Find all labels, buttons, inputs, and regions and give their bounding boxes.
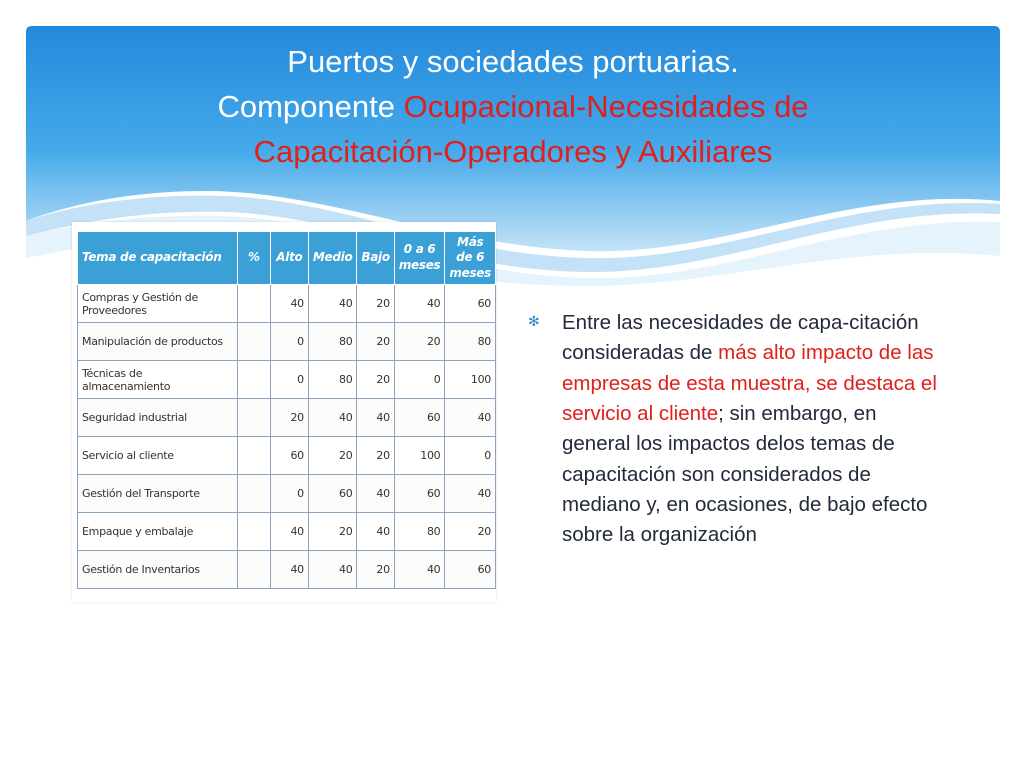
header-0-6-meses: 0 a 6 meses (394, 232, 445, 285)
table-row (78, 361, 496, 399)
table-cell-value: 80 (445, 323, 496, 361)
header-bajo: Bajo (357, 232, 394, 285)
table-cell-value: 20 (308, 513, 357, 551)
table-cell-value: 20 (270, 399, 308, 437)
table-cell-value: 0 (270, 475, 308, 513)
title-line-1: Puertos y sociedades portuarias. (287, 44, 739, 79)
bullet-text-part-2: ; sin embargo, en general los impactos delos temas de capacitación son considerados de mediano y, en ocasiones, de bajo efecto sobre la organización (562, 401, 928, 547)
table-header-row (78, 232, 496, 285)
header-mas-6-meses: Más de 6 meses (445, 232, 496, 285)
table-cell-value (237, 475, 270, 513)
table-cell-value: 40 (445, 399, 496, 437)
table-cell-value: 40 (270, 513, 308, 551)
table-row (78, 551, 496, 589)
table-cell-value: 40 (357, 513, 394, 551)
table-image (72, 222, 496, 602)
table-cell-theme: Manipulación de productos (78, 323, 238, 361)
slide-title (26, 40, 1000, 175)
table-cell-value: 20 (445, 513, 496, 551)
table-cell-theme: Seguridad industrial (78, 399, 238, 437)
table-cell-theme: Empaque y embalaje (78, 513, 238, 551)
table-cell-value: 20 (357, 437, 394, 475)
bullet-text-part-1: Entre las necesidades de capa-citación consideradas de (562, 311, 919, 365)
table-cell-value: 40 (308, 285, 357, 323)
table-cell-value: 40 (308, 399, 357, 437)
table-cell-value (237, 285, 270, 323)
table-cell-value (237, 551, 270, 589)
table-cell-value: 60 (308, 475, 357, 513)
table-row (78, 399, 496, 437)
table-cell-value: 60 (270, 437, 308, 475)
bullet-text (562, 308, 938, 551)
table-cell-value: 20 (357, 551, 394, 589)
training-table (77, 231, 496, 589)
table-cell-value: 40 (394, 551, 445, 589)
header-percent: % (237, 232, 270, 285)
table-cell-value (237, 361, 270, 399)
table-cell-value (237, 513, 270, 551)
table-row (78, 323, 496, 361)
title-line-2 (26, 85, 1000, 130)
bullet-paragraph (528, 308, 938, 551)
table-cell-value: 60 (394, 399, 445, 437)
table-cell-value: 80 (394, 513, 445, 551)
table-cell-value (237, 323, 270, 361)
table-cell-theme: Gestión del Transporte (78, 475, 238, 513)
table-cell-value (237, 399, 270, 437)
table-cell-value: 100 (445, 361, 496, 399)
table-cell-value: 80 (308, 323, 357, 361)
table-cell-value: 60 (445, 285, 496, 323)
table-cell-value: 80 (308, 361, 357, 399)
table-cell-value: 40 (394, 285, 445, 323)
header-theme: Tema de capacitación (78, 232, 238, 285)
table-cell-value: 60 (394, 475, 445, 513)
table-cell-theme: Compras y Gestión de Proveedores (78, 285, 238, 323)
table-cell-value: 40 (270, 551, 308, 589)
table-cell-value: 20 (357, 323, 394, 361)
table-cell-value: 40 (357, 399, 394, 437)
table-row (78, 513, 496, 551)
header-medio: Medio (308, 232, 357, 285)
title-line-2-red: Ocupacional-Necesidades de (403, 88, 809, 124)
table-cell-value: 20 (394, 323, 445, 361)
table-cell-theme: Servicio al cliente (78, 437, 238, 475)
table-row (78, 475, 496, 513)
bullet-text-highlight: más alto impacto de las empresas de esta muestra, se destaca el servicio al cliente (562, 341, 937, 425)
table-cell-value: 60 (445, 551, 496, 589)
table-row (78, 437, 496, 475)
table-cell-value: 100 (394, 437, 445, 475)
table-cell-value: 20 (308, 437, 357, 475)
table-cell-value: 0 (270, 361, 308, 399)
table-cell-value: 40 (308, 551, 357, 589)
table-cell-value: 20 (357, 285, 394, 323)
table-cell-theme: Gestión de Inventarios (78, 551, 238, 589)
table-cell-value: 40 (270, 285, 308, 323)
title-line-3: Capacitación-Operadores y Auxiliares (253, 133, 773, 169)
table-cell-theme: Técnicas de almacenamiento (78, 361, 238, 399)
table-cell-value: 0 (445, 437, 496, 475)
table-cell-value: 40 (445, 475, 496, 513)
header-alto: Alto (270, 232, 308, 285)
table-cell-value: 20 (357, 361, 394, 399)
table-cell-value: 40 (357, 475, 394, 513)
table-cell-value (237, 437, 270, 475)
table-cell-value: 0 (270, 323, 308, 361)
asterisk-bullet-icon: ✻ (528, 313, 540, 329)
table-cell-value: 0 (394, 361, 445, 399)
title-line-2-prefix: Componente (217, 88, 404, 124)
table-row (78, 285, 496, 323)
